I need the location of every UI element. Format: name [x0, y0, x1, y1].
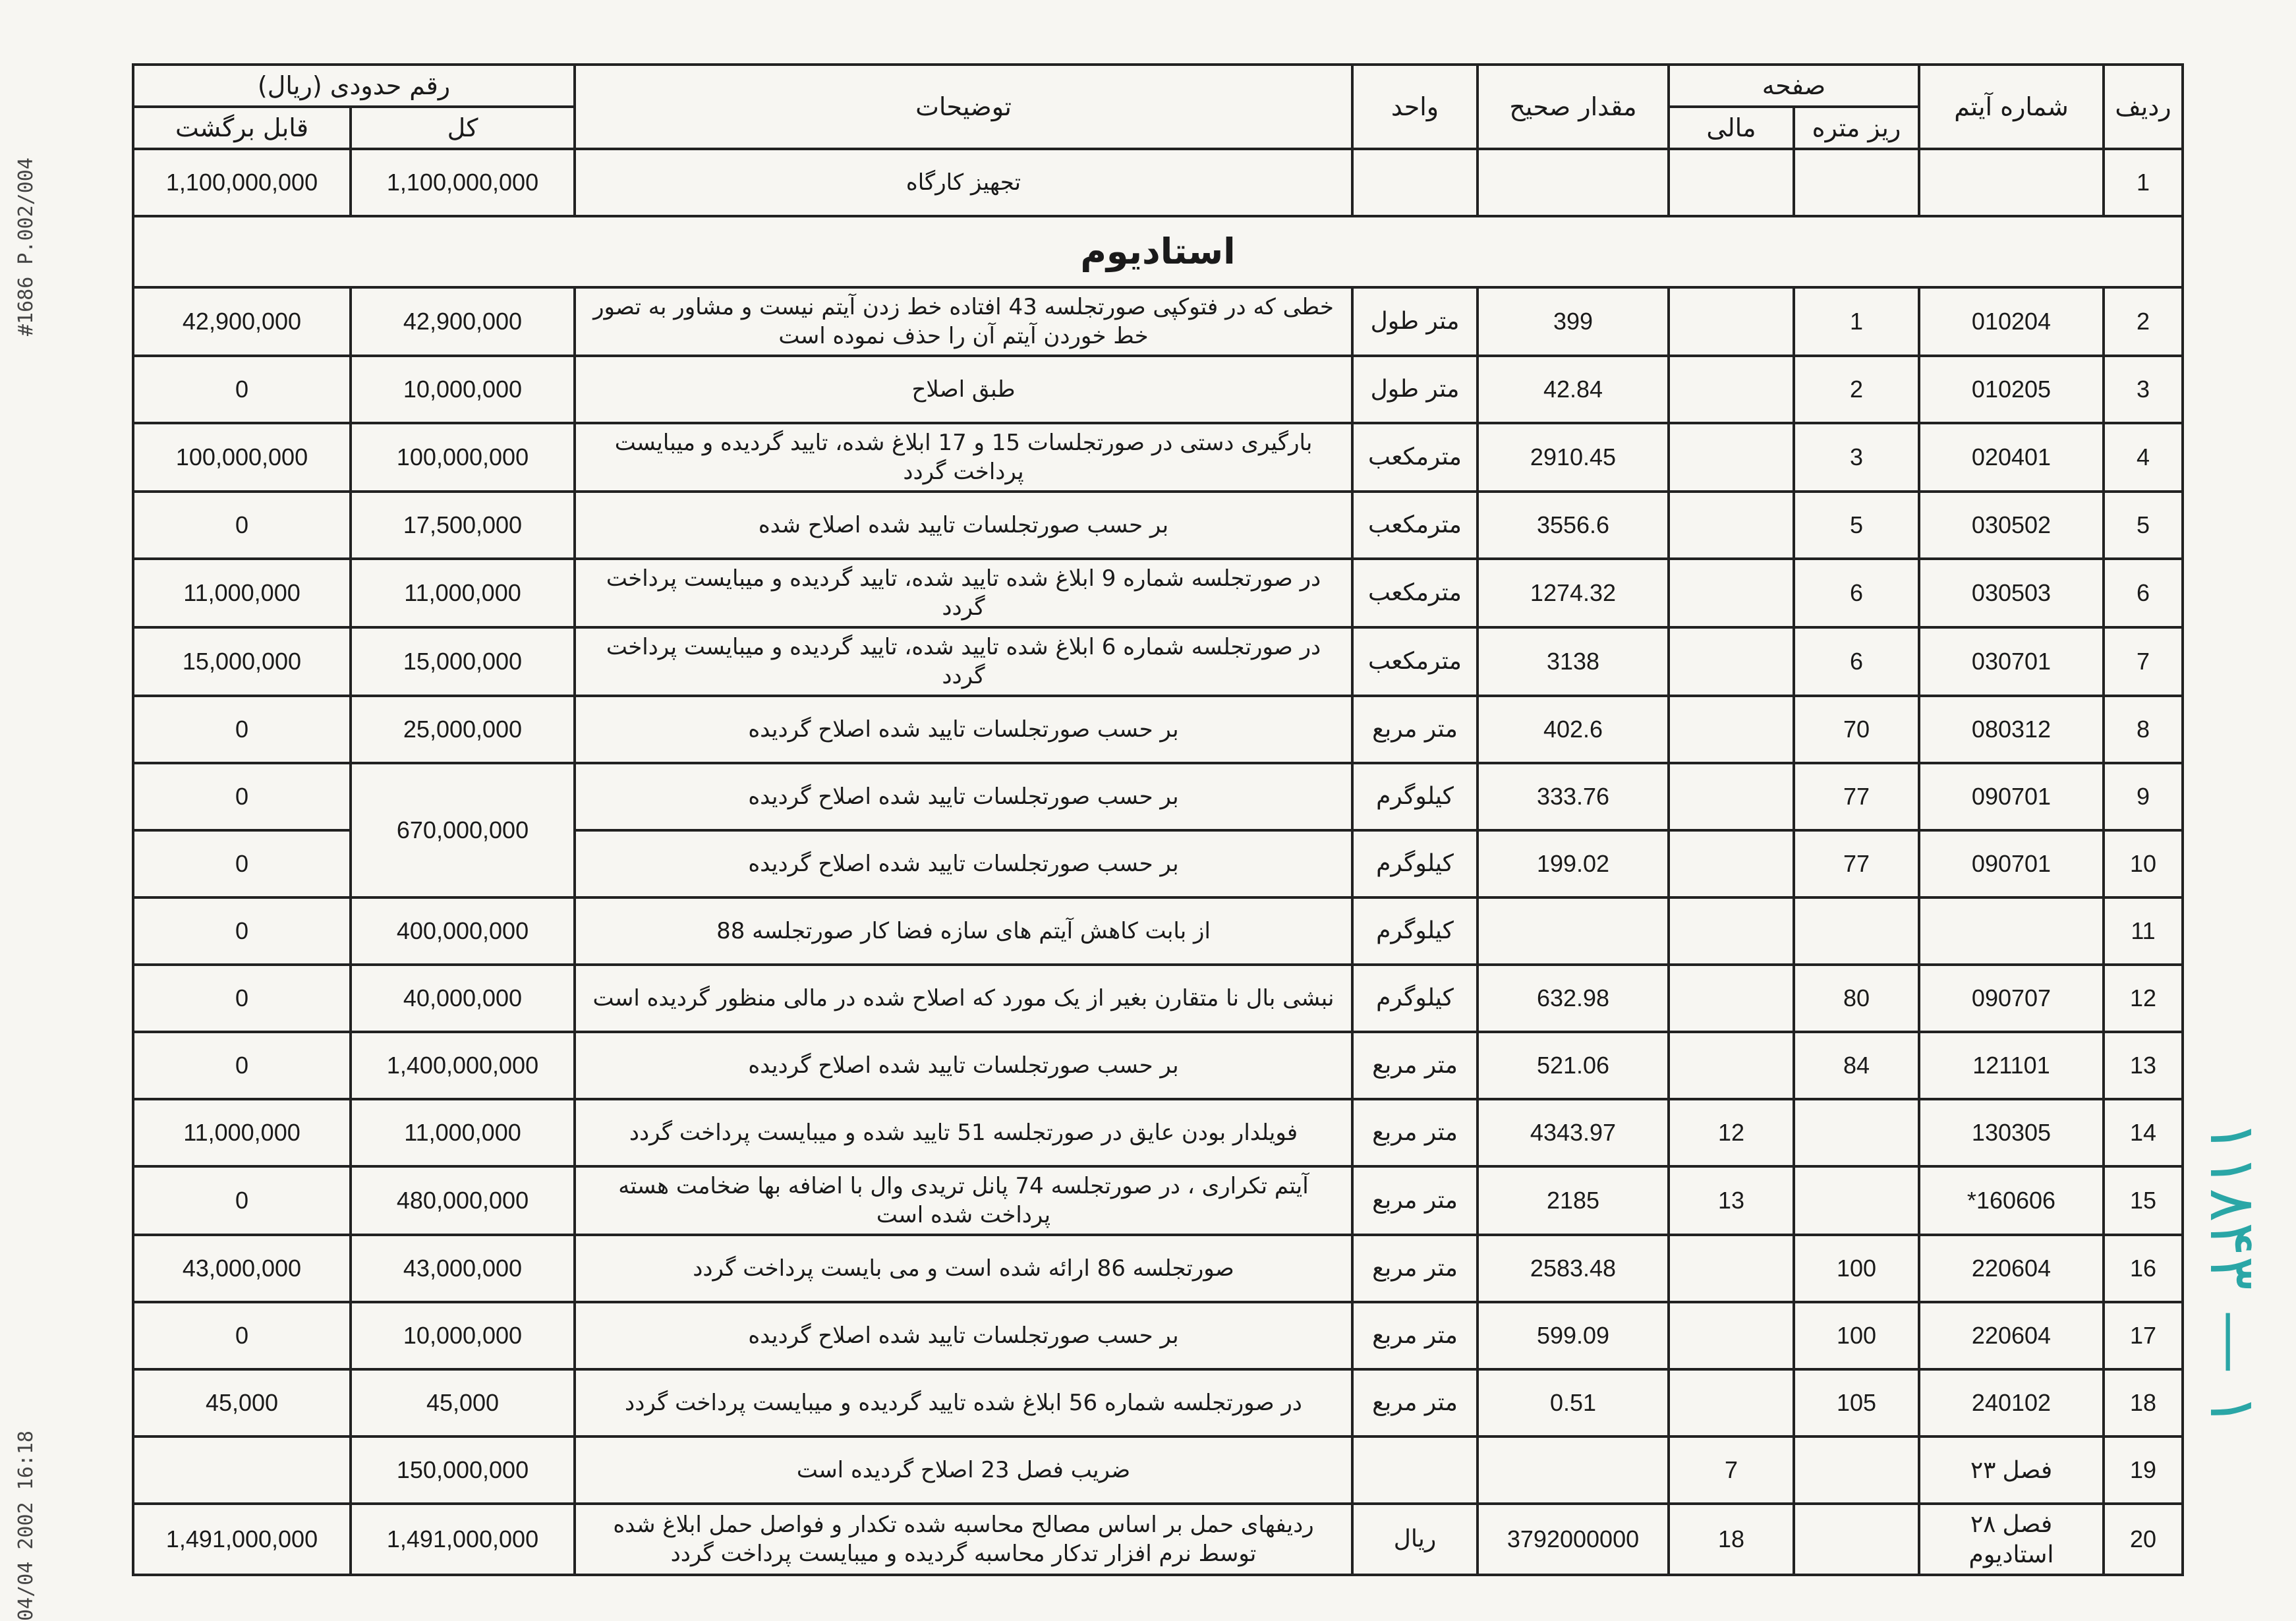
cell-refundable: 45,000: [133, 1369, 351, 1436]
cell-total: 150,000,000: [351, 1436, 575, 1504]
cell-corrected-amount: 2185: [1478, 1166, 1669, 1235]
cell-row-no: 9: [2104, 763, 2183, 830]
cell-description: ردیفهای حمل بر اساس مصالح محاسبه شده تکدار و فواصل حمل ابلاغ شده توسط نرم افزار تدکار محاسبه گردیده و میبایست پرداخت گردد: [575, 1504, 1352, 1575]
table-row: [133, 696, 2183, 763]
header-unit: واحد: [1352, 65, 1478, 149]
cell-item-no: 240102: [1919, 1369, 2104, 1436]
table-row: [133, 492, 2183, 559]
cell-page-detail: 100: [1794, 1302, 1919, 1369]
header-page-detail: ریز متره: [1794, 107, 1919, 149]
cell-description: از بابت کاهش آیتم های سازه فضا کار صورتجلسه 88: [575, 897, 1352, 965]
cell-page-financial: [1669, 627, 1794, 696]
cell-item-no: 090707: [1919, 965, 2104, 1032]
cell-row-no: 15: [2104, 1166, 2183, 1235]
cell-item-no: 010205: [1919, 356, 2104, 423]
cell-total: 480,000,000: [351, 1166, 575, 1235]
cell-total: 670,000,000: [351, 763, 575, 897]
cell-description: در صورتجلسه شماره 9 ابلاغ شده تایید شده، تایید گردیده و میبایست پرداخت گردد: [575, 559, 1352, 627]
cell-description: طبق اصلاح: [575, 356, 1352, 423]
cell-item-no: 030502: [1919, 492, 2104, 559]
cell-row-no: 4: [2104, 423, 2183, 492]
table-row: [133, 1032, 2183, 1099]
table-row: [133, 897, 2183, 965]
cell-refundable: 0: [133, 965, 351, 1032]
cell-total: 11,000,000: [351, 559, 575, 627]
cell-corrected-amount: 3792000000: [1478, 1504, 1669, 1575]
cell-refundable: [133, 1436, 351, 1504]
cell-row-no: 10: [2104, 830, 2183, 897]
section-row: [133, 216, 2183, 287]
cell-row-no: 3: [2104, 356, 2183, 423]
cell-corrected-amount: 0.51: [1478, 1369, 1669, 1436]
cell-total: 40,000,000: [351, 965, 575, 1032]
cell-unit: متر مربع: [1352, 1099, 1478, 1166]
cell-corrected-amount: 2910.45: [1478, 423, 1669, 492]
cell-total: 10,000,000: [351, 1302, 575, 1369]
cell-page-detail: [1794, 1436, 1919, 1504]
cell-refundable: 43,000,000: [133, 1235, 351, 1302]
cell-page-detail: 6: [1794, 627, 1919, 696]
cell-refundable: 11,000,000: [133, 559, 351, 627]
cell-corrected-amount: 199.02: [1478, 830, 1669, 897]
cell-page-financial: [1669, 1235, 1794, 1302]
cell-total: 43,000,000: [351, 1235, 575, 1302]
cell-page-financial: 12: [1669, 1099, 1794, 1166]
cell-page-financial: [1669, 287, 1794, 356]
cell-row-no: 12: [2104, 965, 2183, 1032]
cell-unit: ریال: [1352, 1504, 1478, 1575]
cell-page-financial: [1669, 763, 1794, 830]
cell-refundable: 42,900,000: [133, 287, 351, 356]
cell-item-no: 160606*: [1919, 1166, 2104, 1235]
cell-item-no: 080312: [1919, 696, 2104, 763]
cell-page-detail: [1794, 1099, 1919, 1166]
cell-page-detail: [1794, 1504, 1919, 1575]
cell-description: صورتجلسه 86 ارائه شده است و می بایست پرداخت گردد: [575, 1235, 1352, 1302]
cell-unit: [1352, 149, 1478, 216]
cell-page-detail: 100: [1794, 1235, 1919, 1302]
cell-corrected-amount: 4343.97: [1478, 1099, 1669, 1166]
table-row: [133, 559, 2183, 627]
cell-item-no: فصل ۲۸ استادیوم: [1919, 1504, 2104, 1575]
cell-row-no: 18: [2104, 1369, 2183, 1436]
cell-row-no: 19: [2104, 1436, 2183, 1504]
table-row: [133, 627, 2183, 696]
table-header: [133, 65, 2183, 149]
cell-item-no: 220604: [1919, 1235, 2104, 1302]
cell-page-detail: 5: [1794, 492, 1919, 559]
cell-page-detail: 84: [1794, 1032, 1919, 1099]
cell-description: بر حسب صورتجلسات تایید شده اصلاح گردیده: [575, 830, 1352, 897]
cell-unit: مترمکعب: [1352, 559, 1478, 627]
cell-item-no: 010204: [1919, 287, 2104, 356]
fax-date-time: 04/04 2002 16:18: [14, 1431, 38, 1621]
cell-total: 42,900,000: [351, 287, 575, 356]
cell-unit: [1352, 1436, 1478, 1504]
cell-description: بر حسب صورتجلسات تایید شده اصلاح گردیده: [575, 696, 1352, 763]
cell-page-detail: 2: [1794, 356, 1919, 423]
table-row: [133, 356, 2183, 423]
cell-unit: کیلوگرم: [1352, 965, 1478, 1032]
cell-unit: کیلوگرم: [1352, 830, 1478, 897]
cell-page-financial: [1669, 356, 1794, 423]
cell-description: بر حسب صورتجلسات تایید شده اصلاح گردیده: [575, 1032, 1352, 1099]
cell-refundable: 0: [133, 1302, 351, 1369]
table-row: [133, 1166, 2183, 1235]
cell-refundable: 0: [133, 830, 351, 897]
cell-total: 11,000,000: [351, 1099, 575, 1166]
cell-total: 1,400,000,000: [351, 1032, 575, 1099]
header-row-no: ردیف: [2104, 65, 2183, 149]
cell-corrected-amount: 632.98: [1478, 965, 1669, 1032]
table-row: [133, 1436, 2183, 1504]
header-total: کل: [351, 107, 575, 149]
cell-total: 10,000,000: [351, 356, 575, 423]
table-row: [133, 1235, 2183, 1302]
cell-corrected-amount: [1478, 897, 1669, 965]
cell-description: بارگیری دستی در صورتجلسات 15 و 17 ابلاغ شده، تایید گردیده و میبایست پرداخت گردد: [575, 423, 1352, 492]
cell-row-no: 8: [2104, 696, 2183, 763]
table-row: [133, 149, 2183, 216]
header-approx-amount: رقم حدودی (ریال): [133, 65, 575, 107]
cell-page-financial: [1669, 897, 1794, 965]
table-row: [133, 287, 2183, 356]
cell-corrected-amount: 2583.48: [1478, 1235, 1669, 1302]
cell-total: 1,491,000,000: [351, 1504, 575, 1575]
cell-item-no: 030503: [1919, 559, 2104, 627]
cell-row-no: 7: [2104, 627, 2183, 696]
table-row: [133, 763, 2183, 830]
cell-page-detail: 70: [1794, 696, 1919, 763]
cell-corrected-amount: [1478, 149, 1669, 216]
cell-refundable: 0: [133, 897, 351, 965]
cell-corrected-amount: 599.09: [1478, 1302, 1669, 1369]
cell-corrected-amount: 1274.32: [1478, 559, 1669, 627]
cell-refundable: 0: [133, 492, 351, 559]
cell-description: خطی که در فتوکپی صورتجلسه 43 افتاده خط زدن آیتم نیست و مشاور به تصور خط خوردن آیتم آن را حذف نموده است: [575, 287, 1352, 356]
cell-description: در صورتجلسه شماره 6 ابلاغ شده تایید شده، تایید گردیده و میبایست پرداخت گردد: [575, 627, 1352, 696]
table-row: [133, 965, 2183, 1032]
cell-page-detail: 6: [1794, 559, 1919, 627]
cell-description: بر حسب صورتجلسات تایید شده اصلاح شده: [575, 492, 1352, 559]
cell-page-financial: [1669, 149, 1794, 216]
cell-page-detail: 3: [1794, 423, 1919, 492]
cell-description: آیتم تکراری ، در صورتجلسه 74 پانل تریدی وال با اضافه بها ضخامت هسته پرداخت شده است: [575, 1166, 1352, 1235]
cell-unit: متر مربع: [1352, 1235, 1478, 1302]
table-row: [133, 1099, 2183, 1166]
cell-corrected-amount: 333.76: [1478, 763, 1669, 830]
cell-row-no: 11: [2104, 897, 2183, 965]
cell-description: فویلدار بودن عایق در صورتجلسه 51 تایید شده و میبایست پرداخت گردد: [575, 1099, 1352, 1166]
header-corrected-amount: مقدار صحیح: [1478, 65, 1669, 149]
cell-page-detail: [1794, 149, 1919, 216]
cell-description: در صورتجلسه شماره 56 ابلاغ شده تایید گردیده و میبایست پرداخت گردد: [575, 1369, 1352, 1436]
cell-item-no: 020401: [1919, 423, 2104, 492]
cell-unit: مترمکعب: [1352, 423, 1478, 492]
cell-corrected-amount: 399: [1478, 287, 1669, 356]
cell-page-detail: [1794, 1166, 1919, 1235]
header-page-financial: مالی: [1669, 107, 1794, 149]
table-row: [133, 1302, 2183, 1369]
cell-total: 15,000,000: [351, 627, 575, 696]
cell-page-financial: [1669, 696, 1794, 763]
fax-id-code: #1686 P.002/004: [14, 157, 38, 336]
cell-description: نبشی بال نا متقارن بغیر از یک مورد که اصلاح شده در مالی منظور گردیده است: [575, 965, 1352, 1032]
cell-unit: متر مربع: [1352, 1369, 1478, 1436]
cell-row-no: 13: [2104, 1032, 2183, 1099]
cell-row-no: 16: [2104, 1235, 2183, 1302]
cell-page-financial: [1669, 830, 1794, 897]
cell-page-financial: [1669, 1369, 1794, 1436]
cell-unit: متر طول: [1352, 287, 1478, 356]
cell-refundable: 0: [133, 356, 351, 423]
cell-unit: متر مربع: [1352, 696, 1478, 763]
cell-page-detail: 77: [1794, 830, 1919, 897]
cell-corrected-amount: 42.84: [1478, 356, 1669, 423]
cell-description: تجهیز کارگاه: [575, 149, 1352, 216]
cell-item-no: [1919, 149, 2104, 216]
cell-description: بر حسب صورتجلسات تایید شده اصلاح گردیده: [575, 1302, 1352, 1369]
cell-page-financial: [1669, 423, 1794, 492]
cell-page-financial: 13: [1669, 1166, 1794, 1235]
table-row: [133, 423, 2183, 492]
cell-page-detail: 105: [1794, 1369, 1919, 1436]
cell-page-detail: 80: [1794, 965, 1919, 1032]
cell-unit: مترمکعب: [1352, 492, 1478, 559]
cell-row-no: 1: [2104, 149, 2183, 216]
cell-refundable: 11,000,000: [133, 1099, 351, 1166]
cell-corrected-amount: 3138: [1478, 627, 1669, 696]
cell-unit: کیلوگرم: [1352, 897, 1478, 965]
handwritten-note: ۱۱۸۴۳ — ۱: [2196, 1120, 2270, 1428]
cell-row-no: 5: [2104, 492, 2183, 559]
table-row: [133, 1504, 2183, 1575]
cell-refundable: 0: [133, 1166, 351, 1235]
cell-unit: متر مربع: [1352, 1032, 1478, 1099]
cell-unit: متر مربع: [1352, 1166, 1478, 1235]
cell-item-no: 121101: [1919, 1032, 2104, 1099]
header-item-no: شماره آیتم: [1919, 65, 2104, 149]
cell-page-detail: 1: [1794, 287, 1919, 356]
table-row: [133, 1369, 2183, 1436]
cell-page-financial: [1669, 965, 1794, 1032]
cell-corrected-amount: 521.06: [1478, 1032, 1669, 1099]
cell-item-no: 130305: [1919, 1099, 2104, 1166]
cell-item-no: 030701: [1919, 627, 2104, 696]
cell-page-detail: 77: [1794, 763, 1919, 830]
estimate-table: [132, 63, 2184, 1576]
cell-total: 45,000: [351, 1369, 575, 1436]
cell-unit: متر طول: [1352, 356, 1478, 423]
cell-page-financial: 18: [1669, 1504, 1794, 1575]
cell-page-financial: 7: [1669, 1436, 1794, 1504]
cell-corrected-amount: [1478, 1436, 1669, 1504]
cell-refundable: 100,000,000: [133, 423, 351, 492]
cell-refundable: 0: [133, 763, 351, 830]
cell-total: 100,000,000: [351, 423, 575, 492]
cell-row-no: 2: [2104, 287, 2183, 356]
cell-unit: کیلوگرم: [1352, 763, 1478, 830]
cell-total: 1,100,000,000: [351, 149, 575, 216]
cell-refundable: 0: [133, 1032, 351, 1099]
cell-page-detail: [1794, 897, 1919, 965]
cell-unit: متر مربع: [1352, 1302, 1478, 1369]
cell-item-no: 090701: [1919, 830, 2104, 897]
header-refundable: قابل برگشت: [133, 107, 351, 149]
section-title: استادیوم: [133, 216, 2183, 287]
cell-row-no: 20: [2104, 1504, 2183, 1575]
cell-row-no: 6: [2104, 559, 2183, 627]
cell-refundable: 15,000,000: [133, 627, 351, 696]
cell-page-financial: [1669, 559, 1794, 627]
header-page: صفحه: [1669, 65, 1919, 107]
header-description: توضیحات: [575, 65, 1352, 149]
cell-corrected-amount: 402.6: [1478, 696, 1669, 763]
cell-refundable: 0: [133, 696, 351, 763]
cell-item-no: فصل ۲۳: [1919, 1436, 2104, 1504]
cell-page-financial: [1669, 492, 1794, 559]
cell-refundable: 1,100,000,000: [133, 149, 351, 216]
cell-total: 400,000,000: [351, 897, 575, 965]
cell-row-no: 14: [2104, 1099, 2183, 1166]
cell-row-no: 17: [2104, 1302, 2183, 1369]
cell-item-no: 220604: [1919, 1302, 2104, 1369]
cell-corrected-amount: 3556.6: [1478, 492, 1669, 559]
cell-page-financial: [1669, 1302, 1794, 1369]
fax-header-strip: [14, 53, 54, 1621]
cell-description: بر حسب صورتجلسات تایید شده اصلاح گردیده: [575, 763, 1352, 830]
cell-item-no: 090701: [1919, 763, 2104, 830]
cell-unit: مترمکعب: [1352, 627, 1478, 696]
cell-page-financial: [1669, 1032, 1794, 1099]
cell-item-no: [1919, 897, 2104, 965]
cell-total: 17,500,000: [351, 492, 575, 559]
cell-refundable: 1,491,000,000: [133, 1504, 351, 1575]
cell-description: ضریب فصل 23 اصلاح گردیده است: [575, 1436, 1352, 1504]
cell-total: 25,000,000: [351, 696, 575, 763]
